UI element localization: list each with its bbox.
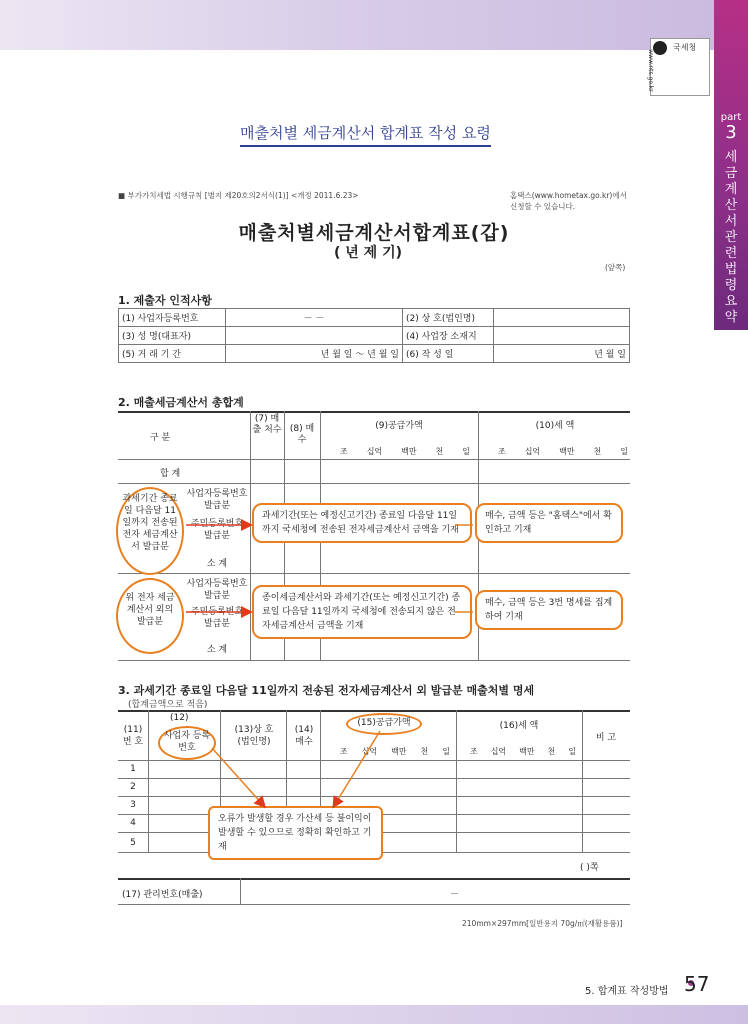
- s1-label: (4) 사업장 소재지: [403, 327, 494, 345]
- page-heading: 매출처별 세금계산서 합계표 작성 요령: [240, 122, 491, 147]
- g2-subtotal: 소 계: [206, 645, 228, 655]
- note-section3: 매수, 금액 등은 3번 명세를 집계하여 기재: [475, 590, 623, 630]
- s1-label: (5) 거 래 기 간: [119, 345, 226, 363]
- s3-page-mark: ( )쪽: [580, 863, 599, 873]
- note-paper: 종이세금계산서와 과세기간(또는 예정신고기간) 종료일 다음달 11일까지 국세청에 전송되지 않은 전자세금계산서 금액을 기재: [252, 585, 472, 639]
- g1-sub-biz: 사업자등록번호 발급분: [186, 489, 248, 511]
- g1-subtotal: 소 계: [206, 559, 228, 569]
- s1-label: (2) 상 호(법인명): [403, 309, 494, 327]
- s2-units-9: 조 십억 백만 천 일: [340, 447, 470, 456]
- year-line: ( 년 제 기): [334, 245, 402, 261]
- page-number: 57: [684, 972, 710, 996]
- s2-header-gubun: 구 분: [150, 433, 171, 443]
- side-tab-title: 세금계산서 관련법령 요약: [724, 150, 738, 325]
- s3-header-16: (16)세 액: [499, 721, 539, 731]
- s3-row-number: 1: [130, 764, 136, 774]
- section2-title: 2. 매출세금계산서 총합계: [118, 396, 244, 409]
- side-tab-part: part: [720, 112, 742, 123]
- s3-units-15: 조 십억 백만 천 일: [340, 747, 450, 756]
- rule-reference: ■ 부가가치세법 시행규칙 [별지 제20호의2서식(1)] <개정 2011.6.23>: [118, 191, 359, 200]
- logo-url: www.nts.go.kr: [646, 49, 654, 92]
- page-label: 5. 합계표 작성방법: [585, 986, 669, 997]
- s1-label: (6) 작 성 일: [403, 345, 494, 363]
- s1-label: (1) 사업자등록번호: [119, 309, 226, 327]
- note-hometax: 매수, 금액 등은 "홈택스"에서 확인하고 기재: [475, 503, 623, 543]
- s1-value: 년 월 일: [494, 345, 630, 363]
- s3-row-number: 4: [130, 818, 136, 828]
- s3-header-11: (11) 번 호: [122, 725, 144, 747]
- paper-size-note: 210mm×297mm[일반용지 70g/㎡(재활용품)]: [462, 919, 623, 928]
- group2-label: 위 전자 세금계산서 외의 발급분: [125, 593, 175, 627]
- note-accuracy: 오류가 발생할 경우 가산세 등 불이익이 발생할 수 있으므로 정확히 확인하고 기재: [208, 806, 383, 860]
- g2-sub-biz: 사업자등록번호 발급분: [186, 579, 248, 601]
- s1-value: 년 월 일 ～ 년 월 일: [226, 345, 403, 363]
- s3-header-14: (14) 매수: [294, 725, 314, 747]
- hometax-note-1: 홈택스(www.hometax.go.kr)에서: [510, 191, 627, 200]
- s2-header-9: (9)공급가액: [375, 421, 423, 431]
- s2-units-10: 조 십억 백만 천 일: [498, 447, 628, 456]
- g1-sub-res: 주민등록번호 발급분: [190, 519, 244, 541]
- s3-mgmt-label: (17) 관리번호(매출): [122, 890, 203, 900]
- s2-header-10: (10)세 액: [535, 421, 575, 431]
- s3-units-16: 조 십억 백만 천 일: [470, 747, 576, 756]
- s3-row-number: 3: [130, 800, 136, 810]
- s1-label: (3) 성 명(대표자): [119, 327, 226, 345]
- s3-row-number: 2: [130, 782, 136, 792]
- front-side-label: (앞쪽): [605, 263, 626, 272]
- g2-sub-res: 주민등록번호 발급분: [190, 607, 244, 629]
- s3-header-12: (12): [170, 713, 189, 723]
- s3-header-15: (15)공급가액: [357, 718, 411, 728]
- s1-value: － －: [226, 309, 403, 327]
- section3-subtitle: (합계금액으로 적음): [128, 700, 208, 710]
- form-title: 매출처별세금계산서합계표(갑): [238, 222, 510, 244]
- group1-label: 과세기간 종료일 다음달 11일까지 전송된 전자 세금계산서 발급분: [122, 494, 178, 552]
- s3-row-number: 5: [130, 838, 136, 848]
- arrow-icon: [212, 748, 264, 806]
- logo-org: 국세청: [673, 43, 697, 52]
- hometax-note-2: 신청할 수 있습니다.: [510, 202, 576, 211]
- note-electronic: 과세기간(또는 예정신고기간) 종료일 다음달 11일까지 국세청에 전송된 전자세금계산서 금액을 기재: [252, 503, 472, 543]
- side-tab-number: 3: [725, 122, 737, 143]
- section3-title: 3. 과세기간 종료일 다음달 11일까지 전송된 전자세금계산서 외 발급분 매출처별 명세: [118, 684, 535, 697]
- arrow-icon: [334, 731, 380, 806]
- s3-mgmt-value: －: [450, 890, 460, 900]
- s2-header-8: (8) 매수: [289, 424, 315, 445]
- s3-header-13: (13)상 호 (법인명): [234, 725, 274, 747]
- section1-title: 1. 제출자 인적사항: [118, 294, 212, 307]
- s2-header-7: (7) 매출 처수: [252, 414, 282, 435]
- s2-total-label: 합 계: [160, 469, 181, 479]
- s3-header-bigo: 비 고: [595, 733, 617, 743]
- s3-header-12b: 사업자 등록번호: [163, 731, 211, 753]
